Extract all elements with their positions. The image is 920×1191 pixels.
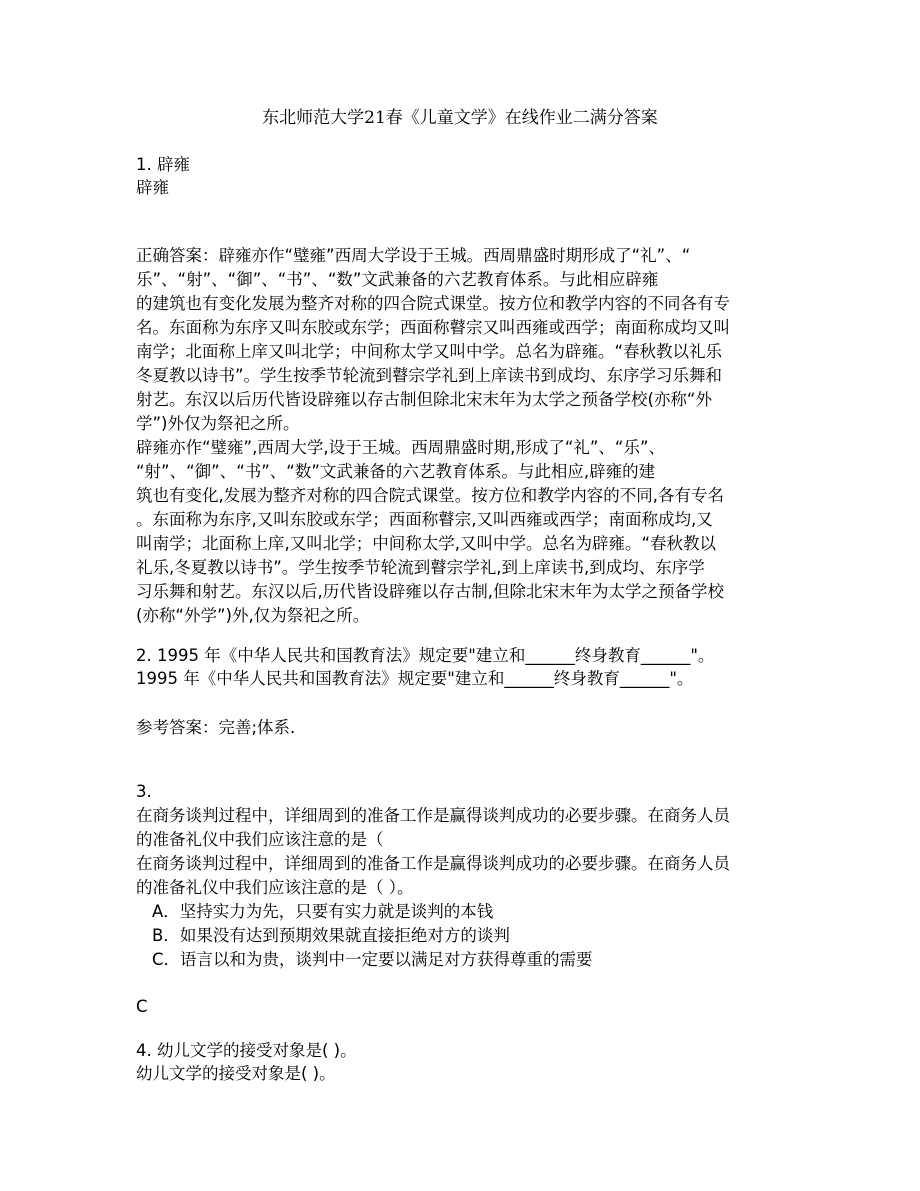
question-2-number-line: 2. 1995 年《中华人民共和国教育法》规定要"建立和______终身教育______"。	[136, 646, 715, 665]
question-2-answer: 参考答案：完善;体系.	[136, 718, 296, 737]
question-3-option-a: A．坚持实力为先，只要有实力就是谈判的本钱	[152, 902, 494, 921]
question-2-stem: 1995 年《中华人民共和国教育法》规定要"建立和______终身教育______"。	[136, 669, 694, 688]
question-1-explain-line: 习乐舞和射艺。东汉以后,历代皆设辟雍以存古制,但除北宋末年为太学之预备学校	[136, 582, 724, 601]
question-3-number: 3.	[136, 782, 152, 801]
question-1-answer-line: 冬夏教以诗书”。学生按季节轮流到瞽宗学礼到上庠读书到成均、东序学习乐舞和	[136, 366, 723, 385]
question-1-explain-line: 。东面称为东序,又叫东胶或东学；西面称瞽宗,又叫西雍或西学；南面称成均,又	[136, 510, 713, 529]
question-3-option-b: B．如果没有达到预期效果就直接拒绝对方的谈判	[152, 926, 510, 945]
question-3-option-c: C．语言以和为贵，谈判中一定要以满足对方获得尊重的需要	[152, 950, 593, 969]
question-3-stem-line: 的准备礼仪中我们应该注意的是（	[136, 830, 384, 849]
question-3-stem-line: 在商务谈判过程中，详细周到的准备工作是赢得谈判成功的必要步骤。在商务人员	[136, 806, 730, 825]
question-1-answer-line: 南学；北面称上庠又叫北学；中间称太学又叫中学。总名为辟雍。“春秋教以礼乐	[136, 342, 723, 361]
question-1-explain-line: 礼乐,冬夏教以诗书”。学生按季节轮流到瞽宗学礼,到上庠读书,到成均、东序学	[136, 558, 705, 577]
question-3-full-line: 的准备礼仪中我们应该注意的是（ ）。	[136, 878, 414, 897]
question-1-explain-line: 辟雍亦作“璧雍”,西周大学,设于王城。西周鼎盛时期,形成了“礼”、“乐”、	[136, 438, 666, 457]
question-1-explain-line: “射”、“御”、“书”、“数”文武兼备的六艺教育体系。与此相应,辟雍的建	[136, 462, 656, 481]
question-1-explain-line: 叫南学；北面称上庠,又叫北学；中间称太学,又叫中学。总名为辟雍。“春秋教以	[136, 534, 717, 553]
question-4-number-line: 4. 幼儿文学的接受对象是( )。	[136, 1041, 357, 1060]
question-1-answer-line: 射艺。东汉以后历代皆设辟雍以存古制但除北宋末年为太学之预备学校(亦称“外	[136, 390, 712, 409]
question-4-stem: 幼儿文学的接受对象是( )。	[136, 1064, 336, 1083]
document-title: 东北师范大学21春《儿童文学》在线作业二满分答案	[262, 108, 658, 128]
question-1-answer-line: 乐”、“射”、“御”、“书”、“数”文武兼备的六艺教育体系。与此相应辟雍	[136, 270, 659, 289]
question-3-full-line: 在商务谈判过程中，详细周到的准备工作是赢得谈判成功的必要步骤。在商务人员	[136, 854, 730, 873]
question-1-answer-line: 的建筑也有变化发展为整齐对称的四合院式课堂。按方位和教学内容的不同各有专	[136, 294, 730, 313]
question-3-answer: C	[136, 997, 148, 1016]
question-1-answer-line: 名。东面称为东序又叫东胶或东学；西面称瞽宗又叫西雍或西学；南面称成均又叫	[136, 318, 730, 337]
question-1-explain-line: (亦称“外学”)外,仅为祭祀之所。	[136, 606, 370, 625]
question-1-number: 1. 辟雍	[136, 155, 190, 174]
question-1-stem: 辟雍	[136, 178, 169, 197]
question-1-answer-line: 正确答案：辟雍亦作“璧雍”西周大学设于王城。西周鼎盛时期形成了“礼”、“	[136, 246, 691, 265]
question-1-explain-line: 筑也有变化,发展为整齐对称的四合院式课堂。按方位和教学内容的不同,各有专名	[136, 486, 724, 505]
question-1-answer-line: 学”)外仅为祭祀之所。	[136, 414, 300, 433]
